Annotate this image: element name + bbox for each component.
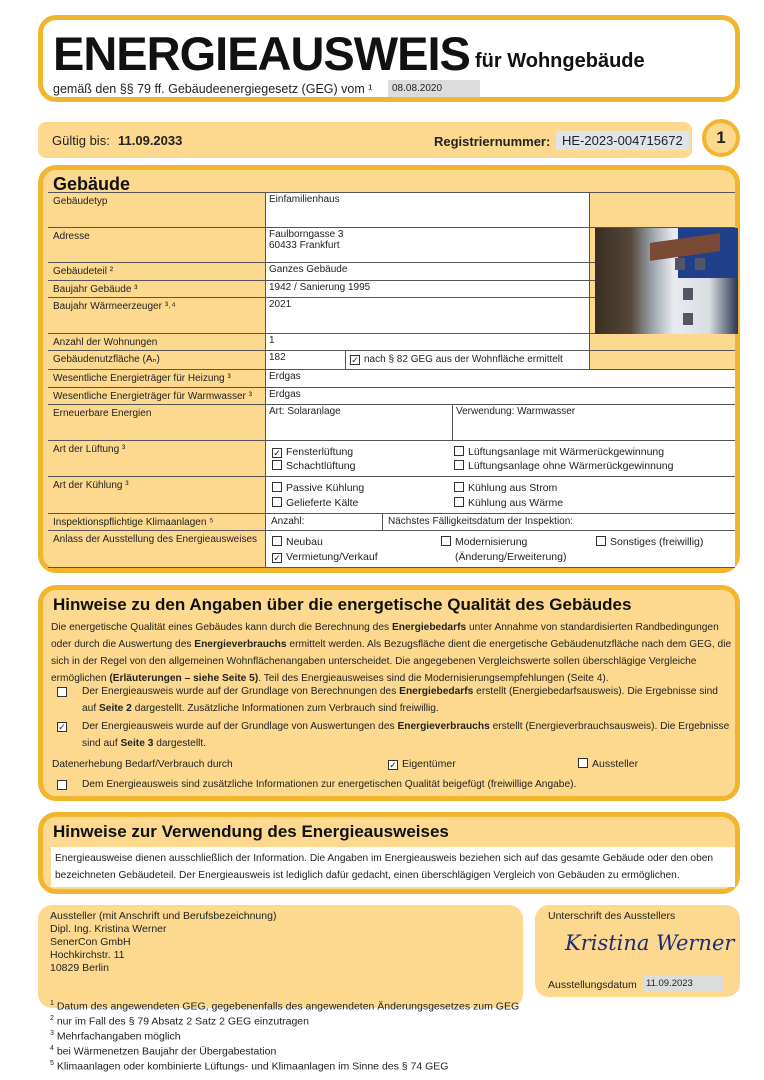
footnote: $^4$ bei Wärmenetzen Baujahr der Übergabestation (50, 1045, 277, 1058)
option-window-ventilation[interactable]: ✓ Fensterlüftung (273, 446, 354, 458)
table-row (48, 476, 735, 513)
signature-label: Unterschrift des Ausstellers (548, 910, 676, 922)
table-row (48, 440, 735, 476)
option-rent-sale[interactable]: ✓ Vermietung/Verkauf (273, 551, 378, 563)
row-label: Anzahl der Wohnungen (53, 337, 158, 348)
validity-bar (38, 122, 692, 158)
table-row (48, 404, 735, 440)
usable-area: 182 (266, 351, 346, 369)
row-value: Erdgas (265, 388, 735, 404)
issue-date: 11.09.2023 (643, 975, 723, 992)
issuer-label: Aussteller (mit Anschrift und Berufsbezeichnung) (50, 910, 277, 922)
registration-number: HE-2023-004715672 (556, 131, 689, 150)
row-label: Art der Kühlung ³ (53, 480, 129, 491)
data-collection-label: Datenerhebung Bedarf/Verbrauch durch (52, 759, 233, 770)
modernization-detail: (Änderung/Erweiterung) (455, 551, 567, 563)
document-subtitle: für Wohngebäude (475, 50, 645, 72)
option-shaft-ventilation[interactable]: Schachtlüftung (272, 460, 355, 472)
geg-date-field[interactable]: 08.08.2020 (388, 80, 480, 97)
table-row (48, 387, 735, 404)
row-value: Ganzes Gebäude (265, 263, 590, 280)
table-row (48, 192, 735, 227)
table-row (48, 369, 735, 387)
option-new-building[interactable]: Neubau (272, 536, 323, 548)
area-note: nach § 82 GEG aus der Wohnfläche ermittelt (364, 354, 563, 365)
section-title: Gebäude (53, 174, 131, 194)
option-issuer[interactable]: Aussteller (578, 758, 638, 770)
building-section (38, 165, 740, 573)
row-value: Einfamilienhaus (265, 193, 590, 227)
footnote: $^3$ Mehrfachangaben möglich (50, 1030, 181, 1043)
address-city: 60433 Frankfurt (269, 240, 340, 251)
table-row (48, 513, 735, 530)
issuer-city: 10829 Berlin (50, 962, 109, 974)
checkbox-demand-certificate[interactable] (57, 687, 67, 697)
row-label: Anlass der Ausstellung des Energieausweises (53, 534, 258, 545)
checkbox-consumption-certificate[interactable]: ✓ (58, 722, 66, 732)
valid-until-date: 11.09.2033 (118, 133, 183, 148)
table-row (48, 333, 735, 350)
additional-info-text: Dem Energieausweis sind zusätzliche Informationen zur energetischen Qualität beigefügt (freiwillige Angabe). (82, 779, 577, 790)
footnote: $^5$ Klimaanlagen oder kombinierte Lüftungs- und Klimaanlagen im Sinne des § 74 GEG (50, 1060, 449, 1073)
footnote: $^2$ nur im Fall des § 79 Absatz 2 Satz 2 GEG einzutragen (50, 1015, 309, 1028)
issue-reason-options (265, 531, 735, 567)
option-delivered-cold[interactable]: Gelieferte Kälte (272, 497, 358, 509)
row-value (265, 351, 590, 369)
valid-until-label: Gültig bis: (52, 133, 110, 148)
section-title: Hinweise zu den Angaben über die energetische Qualität des Gebäudes (53, 595, 632, 614)
row-label: Erneuerbare Energien (53, 408, 152, 419)
option-ventilation-no-recovery[interactable]: Lüftungsanlage ohne Wärmerückgewinnung (454, 460, 673, 472)
issuer-company: SenerCon GmbH (50, 936, 131, 948)
row-value (265, 514, 735, 530)
footnotes (50, 998, 519, 1073)
option-modernization[interactable]: Modernisierung (441, 536, 527, 548)
option-passive-cooling[interactable]: Passive Kühlung (272, 482, 364, 494)
row-label: Wesentliche Energieträger für Warmwasser ³ (53, 391, 252, 402)
table-row (48, 350, 735, 369)
registration-label: Registriernummer: (434, 134, 551, 149)
row-value: 1 (265, 334, 590, 350)
option-ventilation-heat-recovery[interactable]: Lüftungsanlage mit Wärmerückgewinnung (454, 446, 664, 458)
inspection-date: Nächstes Fälligkeitsdatum der Inspektion: (388, 516, 574, 527)
row-label: Gebäudetyp (53, 196, 108, 207)
usage-section (38, 812, 740, 894)
usage-text: Energieausweise dienen ausschließlich der Information. Die Angaben im Energieausweis beziehen sich auf das gesamte Gebäude oder den oben bezeichneten Gebäudeteil. Der Energieausweis ist lediglich dafür gedacht, einen überschlägigen Vergleich von Gebäuden zu ermöglichen. (51, 847, 735, 887)
option-cooling-heat[interactable]: Kühlung aus Wärme (454, 497, 563, 509)
page-number-badge: 1 (702, 119, 740, 157)
row-value (265, 405, 735, 440)
renewable-usage: Verwendung: Warmwasser (456, 406, 576, 417)
option-other[interactable]: Sonstiges (freiwillig) (596, 536, 703, 548)
legal-basis: gemäß den §§ 79 ff. Gebäudeenergiegesetz (GEG) vom ¹ (53, 82, 373, 96)
row-label: Wesentliche Energieträger für Heizung ³ (53, 373, 231, 384)
checkbox-checked[interactable]: ✓ (351, 355, 359, 365)
option-cooling-electric[interactable]: Kühlung aus Strom (454, 482, 557, 494)
signature-box (535, 905, 740, 997)
address-street: Faulborngasse 3 (269, 229, 344, 240)
building-photo (595, 228, 738, 334)
demand-certificate-text: Der Energieausweis wurde auf der Grundlage von Berechnungen des Energiebedarfs erstellt (Energiebedarfsausweis). Die Ergebnisse sind auf Seite 2 dargestellt. Zusätzliche Informationen zum Verbrauch sind freiwillig. (82, 686, 718, 714)
header-box (38, 15, 740, 102)
cooling-options (265, 477, 735, 513)
checkbox-additional-info[interactable] (57, 780, 67, 790)
signature: Kristina Werner (565, 931, 735, 955)
section-title: Hinweise zur Verwendung des Energieausweises (53, 822, 449, 841)
row-label: Art der Lüftung ³ (53, 444, 126, 455)
ac-count: Anzahl: (266, 514, 383, 530)
issue-date-label: Ausstellungsdatum (548, 979, 637, 991)
issuer-name: Dipl. Ing. Kristina Werner (50, 923, 167, 935)
row-value: 1942 / Sanierung 1995 (265, 281, 590, 297)
hints-section (38, 585, 740, 801)
row-label: Baujahr Gebäude ³ (53, 284, 138, 295)
footnote: $^1$ Datum des angewendeten GEG, gegebenenfalls des angewendeten Änderungsgesetzes zum GEG (50, 1000, 520, 1013)
document-title: ENERGIEAUSWEIS (53, 27, 470, 80)
issuer-box (38, 905, 523, 1008)
row-label: Baujahr Wärmeerzeuger ³˒⁴ (53, 301, 176, 312)
row-label: Gebäudenutzfläche (Aₙ) (53, 354, 160, 365)
row-value: 2021 (265, 298, 590, 333)
hints-paragraph: Die energetische Qualität eines Gebäudes kann durch die Berechnung des Energiebedarfs unter Annahme von standardisierten Randbedingungen oder durch die Auswertung des Energieverbrauchs ermittelt werden. Als Bezugsfläche dient die energetische Gebäudenutzfläche nach dem GEG, die sich in der Regel von den allgemeinen Wohnflächenangaben unterscheidet. Die angegebenen Vergleichswerte sollen überschlägige Vergleiche ermöglichen (Erläuterungen – siehe Seite 5). Teil des Energieausweises sind die Modernisierungsempfehlungen (Seite 4). (51, 622, 732, 684)
consumption-certificate-text: Der Energieausweis wurde auf der Grundlage von Auswertungen des Energieverbrauchs erstellt (Energieverbrauchsausweis). Die Ergebnisse sind auf Seite 3 dargestellt. (82, 721, 730, 749)
table-row (48, 530, 735, 568)
option-owner[interactable]: ✓ Eigentümer (389, 758, 456, 770)
ventilation-options (265, 441, 735, 476)
row-label: Inspektionspflichtige Klimaanlagen ⁵ (53, 517, 214, 528)
row-label: Gebäudeteil ² (53, 266, 114, 277)
row-value: Erdgas (265, 370, 735, 387)
row-label: Adresse (53, 231, 90, 242)
issuer-street: Hochkirchstr. 11 (50, 949, 125, 961)
row-value (265, 228, 590, 262)
renewable-type: Art: Solaranlage (266, 405, 453, 440)
